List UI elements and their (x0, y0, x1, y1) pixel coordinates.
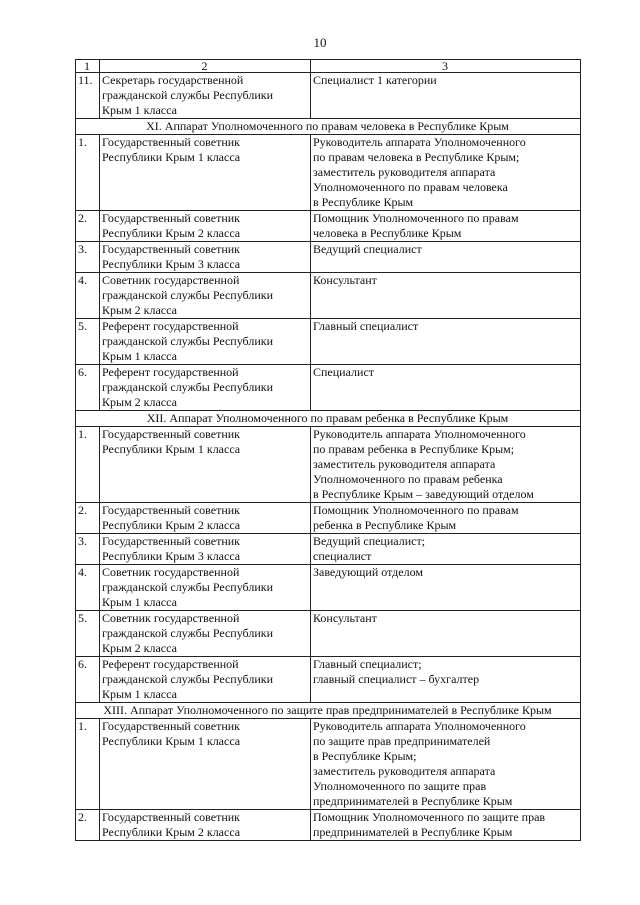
class-rank-line: Референт государственной (102, 657, 239, 671)
table-row (76, 242, 581, 273)
class-rank-line: Секретарь государственной (102, 73, 244, 87)
position-line: Руководитель аппарата Уполномоченного (313, 135, 526, 149)
class-rank-line: Крым 2 класса (102, 303, 177, 317)
class-rank-line: Государственный советник (102, 719, 241, 733)
table-row (76, 319, 581, 365)
position-cell (311, 365, 581, 411)
position-cell (311, 565, 581, 611)
table-row (76, 810, 581, 841)
class-rank-line: Республики Крым 1 класса (102, 150, 241, 164)
position-line: Помощник Уполномоченного по правам (313, 211, 519, 225)
position-cell (311, 319, 581, 365)
table-row (76, 565, 581, 611)
table-row (76, 719, 581, 810)
row-number-cell: 6. (76, 657, 100, 703)
class-rank-cell (100, 810, 311, 841)
table-row (76, 657, 581, 703)
table-body (76, 60, 581, 841)
position-line: предпринимателей в Республике Крым (313, 825, 513, 839)
class-rank-line: гражданской службы Республики (102, 672, 274, 686)
section-heading-row (76, 119, 581, 135)
class-rank-cell (100, 565, 311, 611)
position-line: Уполномоченного по защите прав (313, 779, 487, 793)
class-rank-line: Референт государственной (102, 319, 239, 333)
position-line: главный специалист – бухгалтер (313, 672, 480, 686)
class-rank-cell (100, 503, 311, 534)
class-rank-cell (100, 135, 311, 211)
class-rank-line: Крым 1 класса (102, 595, 177, 609)
class-rank-line: Республики Крым 1 класса (102, 734, 241, 748)
row-number-cell: 1. (76, 719, 100, 810)
class-rank-line: Государственный советник (102, 534, 241, 548)
position-line: Уполномоченного по правам ребенка (313, 472, 503, 486)
table-row (76, 534, 581, 565)
class-rank-cell (100, 427, 311, 503)
position-line: Главный специалист; (313, 657, 422, 671)
position-line: ребенка в Республике Крым (313, 518, 457, 532)
position-line: специалист (313, 549, 372, 563)
class-rank-line: Крым 1 класса (102, 687, 177, 701)
position-cell (311, 611, 581, 657)
header-cell-3: 3 (311, 60, 581, 73)
table-row (76, 73, 581, 119)
header-cell-2: 2 (100, 60, 311, 73)
position-cell (311, 534, 581, 565)
class-rank-line: гражданской службы Республики (102, 580, 274, 594)
row-number-cell: 3. (76, 242, 100, 273)
position-line: Руководитель аппарата Уполномоченного (313, 719, 526, 733)
section-title: XIII. Аппарат Уполномоченного по защите прав предпринимателей в Республике Крым (76, 703, 581, 719)
section-heading-row (76, 703, 581, 719)
row-number-cell: 2. (76, 810, 100, 841)
class-rank-line: Государственный советник (102, 211, 241, 225)
class-rank-line: гражданской службы Республики (102, 288, 274, 302)
table-row (76, 135, 581, 211)
table-row (76, 365, 581, 411)
position-line: заместитель руководителя аппарата (313, 165, 496, 179)
position-line: заместитель руководителя аппарата (313, 457, 496, 471)
class-rank-cell (100, 611, 311, 657)
position-cell (311, 427, 581, 503)
position-cell (311, 657, 581, 703)
row-number-cell: 5. (76, 611, 100, 657)
class-rank-line: Государственный советник (102, 503, 241, 517)
class-rank-line: Государственный советник (102, 427, 241, 441)
table-row (76, 611, 581, 657)
class-rank-line: Советник государственной (102, 611, 240, 625)
class-rank-cell (100, 534, 311, 565)
class-rank-cell (100, 242, 311, 273)
row-number-cell: 4. (76, 273, 100, 319)
row-number-cell: 6. (76, 365, 100, 411)
class-rank-line: Республики Крым 1 класса (102, 442, 241, 456)
class-rank-line: Крым 2 класса (102, 395, 177, 409)
class-rank-line: Республики Крым 2 класса (102, 226, 241, 240)
class-rank-line: гражданской службы Республики (102, 380, 274, 394)
section-heading-row (76, 411, 581, 427)
position-line: по правам ребенка в Республике Крым; (313, 442, 515, 456)
table-row (76, 427, 581, 503)
class-rank-line: Референт государственной (102, 365, 239, 379)
table-header-row (76, 60, 581, 73)
position-line: в Республике Крым – заведующий отделом (313, 487, 534, 501)
class-rank-line: гражданской службы Республики (102, 88, 274, 102)
position-line: по правам человека в Республике Крым; (313, 150, 520, 164)
class-rank-line: Республики Крым 3 класса (102, 257, 241, 271)
class-rank-line: Государственный советник (102, 810, 241, 824)
position-cell (311, 135, 581, 211)
page-number: 10 (313, 35, 327, 50)
table-row (76, 211, 581, 242)
class-rank-cell (100, 73, 311, 119)
class-rank-line: Крым 1 класса (102, 103, 177, 117)
row-number-cell: 2. (76, 503, 100, 534)
class-rank-line: Советник государственной (102, 273, 240, 287)
class-rank-line: гражданской службы Республики (102, 626, 274, 640)
row-number-cell: 3. (76, 534, 100, 565)
position-line: в Республике Крым; (313, 749, 417, 763)
header-cell-1: 1 (76, 60, 100, 73)
position-cell (311, 242, 581, 273)
positions-table (75, 59, 581, 841)
position-line: Специалист (313, 365, 375, 379)
position-cell (311, 503, 581, 534)
position-line: предпринимателей в Республике Крым (313, 794, 513, 808)
table-row (76, 273, 581, 319)
class-rank-line: Государственный советник (102, 135, 241, 149)
section-title: XI. Аппарат Уполномоченного по правам человека в Республике Крым (76, 119, 581, 135)
position-line: Руководитель аппарата Уполномоченного (313, 427, 526, 441)
position-cell (311, 273, 581, 319)
class-rank-line: Республики Крым 2 класса (102, 518, 241, 532)
row-number-cell: 4. (76, 565, 100, 611)
position-cell (311, 73, 581, 119)
class-rank-line: Республики Крым 2 класса (102, 825, 241, 839)
position-line: Помощник Уполномоченного по правам (313, 503, 519, 517)
row-number-cell: 11. (76, 73, 100, 119)
position-line: Ведущий специалист (313, 242, 422, 256)
row-number-cell: 1. (76, 135, 100, 211)
table-row (76, 503, 581, 534)
position-line: Заведующий отделом (313, 565, 423, 579)
position-line: Специалист 1 категории (313, 73, 437, 87)
position-line: Главный специалист (313, 319, 419, 333)
row-number-cell: 2. (76, 211, 100, 242)
position-line: заместитель руководителя аппарата (313, 764, 496, 778)
class-rank-line: гражданской службы Республики (102, 334, 274, 348)
class-rank-line: Крым 1 класса (102, 349, 177, 363)
row-number-cell: 5. (76, 319, 100, 365)
position-cell (311, 211, 581, 242)
position-line: в Республике Крым (313, 195, 414, 209)
class-rank-line: Государственный советник (102, 242, 241, 256)
position-cell (311, 810, 581, 841)
class-rank-cell (100, 719, 311, 810)
position-line: Уполномоченного по правам человека (313, 180, 508, 194)
class-rank-line: Советник государственной (102, 565, 240, 579)
row-number-cell: 1. (76, 427, 100, 503)
position-line: Помощник Уполномоченного по защите прав (313, 810, 546, 824)
position-line: по защите прав предпринимателей (313, 734, 491, 748)
position-line: человека в Республике Крым (313, 226, 462, 240)
class-rank-cell (100, 211, 311, 242)
class-rank-line: Крым 2 класса (102, 641, 177, 655)
class-rank-cell (100, 273, 311, 319)
position-line: Ведущий специалист; (313, 534, 426, 548)
position-cell (311, 719, 581, 810)
section-title: XII. Аппарат Уполномоченного по правам ребенка в Республике Крым (76, 411, 581, 427)
class-rank-cell (100, 365, 311, 411)
class-rank-line: Республики Крым 3 класса (102, 549, 241, 563)
class-rank-cell (100, 319, 311, 365)
position-line: Консультант (313, 273, 377, 287)
position-line: Консультант (313, 611, 377, 625)
class-rank-cell (100, 657, 311, 703)
